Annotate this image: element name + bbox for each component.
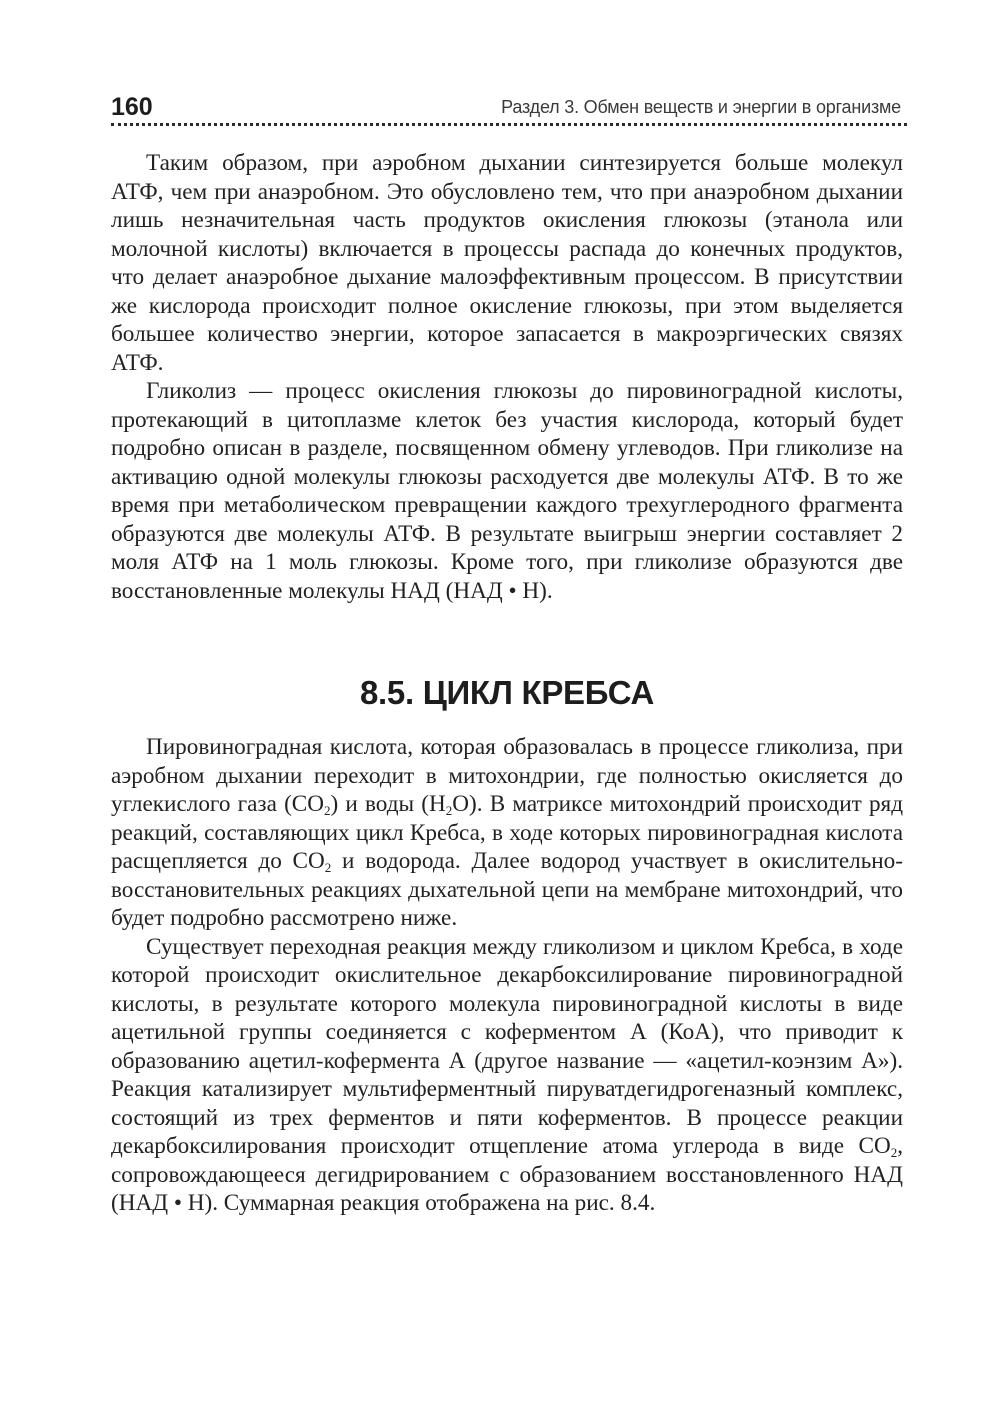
subscript: 2 [324,803,331,818]
section-heading: 8.5. ЦИКЛ КРЕБСА [360,674,654,711]
subscript: 2 [445,803,453,818]
subscript: 2 [890,1145,898,1160]
text-run: и водорода. Далее водород участвует в окислительно-восстановительных реакциях дыхательной цепи на мембране митохондрий, что будет подробно рассмотрено ниже. [111,848,903,931]
page-number: 160 [111,93,153,121]
text-run: ) и воды (H [330,791,446,817]
text-block-top [111,149,903,605]
header-dotted-rule [111,123,907,126]
paragraph-pyruvate-oxidation [111,733,903,933]
paragraph-glycolysis: Гликолиз — процесс окисления глюкозы до пировиноградной кислоты, протекающий в цитоплазме клеток без участия кислорода, который будет подробно описан в разделе, посвященном обмену углеводов. При гликолизе на активацию одной молекулы глюкозы расходуется две молекулы АТФ. В то же время при метаболическом превращении каждого трехуглеродного фрагмента образуются две молекулы АТФ. В результате выигрыш энергии составляет 2 моля АТФ на 1 моль глюкозы. Кроме того, при гликолизе образуются две восстановленные молекулы НАД (НАД • Н). [111,378,903,604]
text-run: Существует переходная реакция между гликолизом и циклом Кребса, в ходе которой происходит окислительное декарбоксилирование пировиноградной кислоты, в результате которого молекула пировиноградной кислоты в виде ацетильной группы соединяется с коферментом А (КоА), что приводит к образованию ацетил-кофермента А (другое название — «ацетил-коэнзим А»). Реакция катализирует мультиферментный пируватдегидрогеназный комплекс, состоящий из трех ферментов и пяти коферментов. В процессе реакции декарбоксилирования происходит отщепление атома углерода в виде CO [111,933,903,1159]
text-block-bottom [111,733,903,1218]
paragraph-aerobic-summary: Таким образом, при аэробном дыхании синтезируется больше молекул АТФ, чем при анаэробном. Это обусловлено тем, что при анаэробном дыхании лишь незначительная часть продуктов окисления глюкозы (этанола или молочной кислоты) включается в процессы распада до конечных продуктов, что делает анаэробное дыхание малоэффективным процессом. В присутствии же кислорода происходит полное окисление глюкозы, при этом выделяется большее количество энергии, которое запасается в макроэргических связях АТФ. [111,150,903,376]
page-header [111,92,907,126]
subscript: 2 [324,860,332,875]
paragraph-transition-reaction [111,933,903,1218]
text-run: , сопровождающееся дегидрированием с образованием восстановленного НАД (НАД • Н). Суммарная реакция отображена на рис. 8.4. [111,1133,903,1216]
text-run: Пировиноградная кислота, которая образовалась в процессе гликолиза, при аэробном дыхании переходит в митохондрии, где полностью окисляется до углекислого газа (CO [111,734,903,817]
text-run: O). В матриксе митохондрий происходит ряд реакций, составляющих цикл Кребса, в ходе которых пировиноградная кислота расщепляется до CO [111,791,903,874]
running-head: Раздел 3. Обмен веществ и энергии в организме [501,97,901,117]
